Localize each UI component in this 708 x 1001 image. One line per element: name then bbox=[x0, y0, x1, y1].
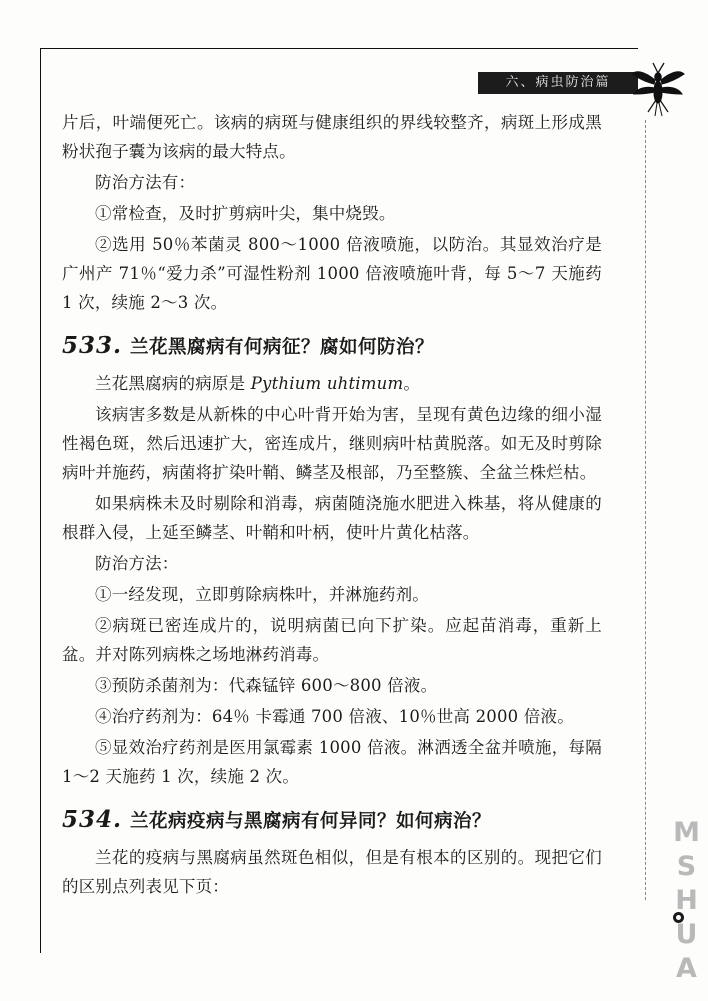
paragraph-533-item-5: ⑤显效治疗药剂是医用氯霉素 1000 倍液。淋洒透全盆并喷施，每隔 1～2 天施药 1 次，续施 2 次。 bbox=[62, 738, 602, 786]
paragraph-533-item-2: ②病斑已密连成片的，说明病菌已向下扩染。应起苗消毒，重新上盆。并对陈列病株之场地淋药消毒。 bbox=[62, 616, 602, 664]
insect-ornament-icon bbox=[628, 58, 688, 120]
paragraph-533-spread: 如果病株未及时剔除和消毒，病菌随浇施水肥进入株基，将从健康的根群入侵，上延至鳞茎、叶鞘和叶柄，使叶片黄化枯落。 bbox=[62, 494, 602, 542]
paragraph-method-2: ②选用 50％苯菌灵 800～1000 倍液喷施，以防治。其显效治疗是广州产 71％“爱力杀”可湿性粉剂 1000 倍液喷施叶背，每 5～7 天施药 1 次，续施 2～3 次。 bbox=[62, 235, 602, 312]
pathogen-prefix: 兰花黑腐病的病原是 bbox=[95, 374, 251, 393]
document-body bbox=[62, 108, 602, 903]
frame-right-dashed-rule bbox=[645, 120, 646, 900]
question-heading-533 bbox=[62, 331, 602, 363]
side-watermark: MSHUA bbox=[671, 817, 702, 987]
question-number-533: 533. bbox=[62, 332, 123, 359]
paragraph-method-1: ①常检查，及时扩剪病叶尖，集中烧毁。 bbox=[95, 204, 396, 223]
question-number-534: 534. bbox=[62, 806, 123, 833]
question-title-533: 兰花黑腐病有何病征？腐如何防治？ bbox=[130, 337, 435, 358]
question-heading-534 bbox=[62, 805, 602, 837]
paragraph-533-item-1: ①一经发现，立即剪除病株叶，并淋施药剂。 bbox=[95, 585, 429, 604]
paragraph-533-symptoms: 该病害多数是从新株的中心叶背开始为害，呈现有黄色边缘的细小湿性褐色斑，然后迅速扩大，密连成片，继则病叶枯黄脱落。如无及时剪除病叶并施药，病菌将扩染叶鞘、鳞茎及根部，乃至整簇、全盆兰株烂枯。 bbox=[62, 405, 602, 482]
pathogen-suffix: 。 bbox=[403, 374, 421, 393]
pathogen-latin-name: Pythium uhtimum bbox=[250, 374, 404, 393]
frame-top-rule bbox=[40, 48, 638, 49]
paragraph-533-item-3: ③预防杀菌剂为：代森锰锌 600～800 倍液。 bbox=[95, 676, 438, 695]
running-header bbox=[478, 72, 638, 94]
paragraph-533-control-intro: 防治方法： bbox=[95, 554, 179, 573]
question-title-534: 兰花病疫病与黑腐病有何异同？如何病治？ bbox=[130, 811, 492, 832]
paragraph-continued: 片后，叶端便死亡。该病的病斑与健康组织的界线较整齐，病斑上形成黑粉状孢子囊为该病的最大特点。 bbox=[62, 113, 602, 161]
paragraph-533-item-4: ④治疗药剂为：64％ 卡霉通 700 倍液、10％世高 2000 倍液。 bbox=[95, 707, 574, 726]
paragraph-533-pathogen bbox=[62, 369, 602, 398]
frame-left-rule bbox=[40, 48, 41, 953]
running-header-text: 六、病虫防治篇 bbox=[505, 75, 611, 90]
paragraph-control-methods-intro: 防治方法有： bbox=[95, 173, 196, 192]
paragraph-534-intro: 兰花的疫病与黑腐病虽然斑色相似，但是有根本的区别的。现把它们的区别点列表见下页： bbox=[62, 848, 602, 896]
